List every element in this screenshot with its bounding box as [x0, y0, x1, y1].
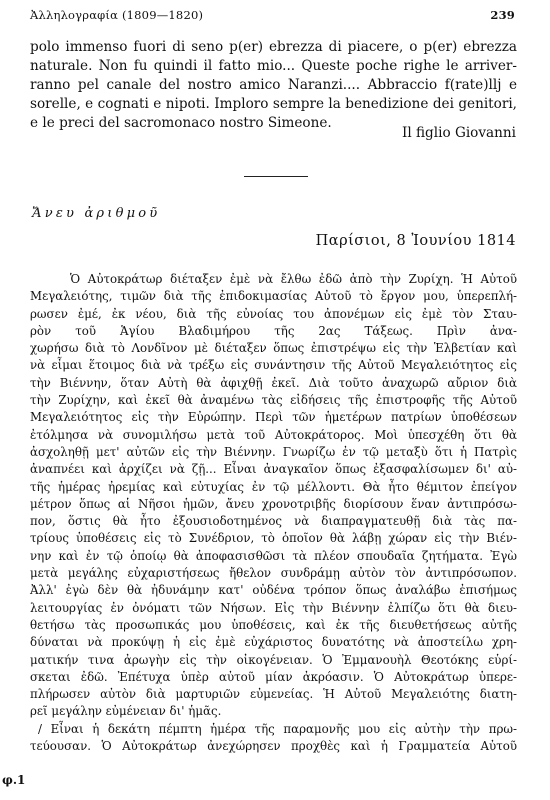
italian-letter-text — [30, 38, 517, 133]
text-line: ρὸν τοῦ Ἁγίου Βλαδιμήρου τῆς 2ας Τάξεως. Πρὶν ἀνα- — [30, 323, 517, 338]
text-line: λειτουργίας ἐν ὀνόματι τῶν Νήσων. Εἰς τὴν Βιέννην ἐλπίζω ὅτι θὰ διευ- — [30, 600, 517, 615]
text-line: Ἀλλ' ἐγὼ δὲν θὰ ἠδυνάμην κατ' οὐδένα τρόπον ὅπως ἀναλάβω ἐπισήμως — [30, 583, 517, 598]
text-line: θετήσω τὰς προσωπικάς μου ὑποθέσεις, καὶ ἐκ τῆς διευθετήσεως αὐτῆς — [30, 617, 517, 632]
text-line: ἀναπνέει καὶ ἀρχίζει νὰ ζῇ... Εἶναι ἀναγκαῖον ὅπως ἐξασφαλίσωμεν δι' αὐ- — [30, 462, 517, 477]
letter-heading: Ἄνευ ἀριθμοῦ — [32, 206, 161, 221]
text-line: μετὰ μεγάλης εὐχαριστήσεως ἤθελον συνδράμῃ αὐτὸν τὸν ἀντιπρόσωπον. — [30, 566, 517, 581]
text-line: χωρήσω διὰ τὸ Λονδῖνον μὲ διέταξεν ὅπως ἐπιστρέψω εἰς τὴν Ἑλβετίαν καὶ — [30, 341, 517, 356]
text-line: τὴν Βιέννην, ὅταν Αὐτὴ θὰ ἀφιχθῇ ἐκεῖ. Διὰ τοῦτο ἀναχωρῶ αὔριον διὰ — [30, 375, 517, 390]
text-line: Ὁ Αὐτοκράτωρ διέταξεν ἐμὲ νὰ ἔλθω ἐδῶ ἀπὸ τὴν Ζυρίχη. Ἡ Αὐτοῦ — [70, 272, 517, 286]
text-line: Μεγαλειότητος εἰς τὴν Εὐρώπην. Περὶ τῶν ἡμετέρων πατρίων ὑποθέσεων — [30, 410, 517, 425]
text-line: sorelle, e cognati e nipoti. Imploro sempre la benedizione dei genitori, — [30, 96, 517, 112]
text-line: e le preci del sacromonaco nostro Simeone. — [30, 115, 332, 131]
text-line: σκεται ἐδῶ. Ἐπέτυχα ὑπὲρ αὐτοῦ μίαν ἀκρόασιν. Ὁ Αὐτοκράτωρ ὑπερε- — [30, 669, 517, 684]
text-line: ματικήν τινα ἀρωγὴν εἰς τὴν οἰκογένειαν. Ὁ Ἐμμανουὴλ Θεοτόκης εὑρί- — [30, 652, 517, 667]
text-line: naturale. Non fu quindi il fatto mio... Queste poche righe le arriver- — [30, 58, 517, 74]
text-line: τῆς ἡμέρας ἠρεμίας καὶ εὐτυχίας ἐν τῷ μέλλοντι. Θὰ ἦτο θέμιτον ἐπείγον — [30, 479, 517, 494]
text-line: τὴν Ζυρίχην, καὶ ἐκεῖ θὰ ἀναμένω τὰς εἰδήσεις τῆς ἐπιστροφῆς τῆς Αὐτοῦ — [30, 393, 517, 408]
letter-signature: Il figlio Giovanni — [401, 125, 516, 141]
text-line: ρεῖ μεγάλην εὐμένειαν δι' ἡμᾶς. — [30, 704, 222, 719]
margin-folio-note: φ.1 — [2, 773, 26, 787]
text-line: ρωσεν ἐμέ, ἐκ νέου, διὰ τῆς εὐνοίας του ἀπονέμων εἰς ἐμὲ τὸν Σταυ- — [30, 306, 517, 321]
text-line: μέτρον ὅπως αἱ Νῆσοι ἡμῶν, ἄνευ χρονοτριβῆς διορίσουν ἕναν ἀντιπρόσω- — [30, 496, 517, 511]
text-line: δύναται νὰ προκύψῃ ἡ εἰς ἐμὲ εὐχάριστος δυνατότης νὰ ἀποστείλω χρη- — [30, 635, 517, 650]
text-line: ἐτόλμησα νὰ συνομιλήσω μετὰ τοῦ Αὐτοκράτορος. Μοὶ ὑπεσχέθη ὅτι θὰ — [30, 427, 517, 442]
text-line: polo immenso fuori di seno p(er) ebrezza di piacere, o p(er) ebrezza — [30, 39, 517, 55]
section-divider — [244, 176, 308, 177]
text-line: πον, ὅστις θὰ ἦτο ἐξουσιοδοτημένος νὰ διαπραγματευθῇ διὰ τὰς πα- — [30, 514, 517, 529]
greek-letter-text — [30, 271, 517, 755]
letter-dateline: Παρίσιοι, 8 Ἰουνίου 1814 — [315, 233, 516, 249]
text-line: πλήρωσεν αὐτὸν διὰ μαρτυριῶν εὐμενείας. Ἡ Αὐτοῦ Μεγαλειότης διατη- — [30, 687, 517, 702]
text-line: τρίους ὑποθέσεις εἰς τὸ Συνέδριον, τὸ ὁποῖον θὰ λάβῃ χώραν εἰς τὴν Βιέν- — [30, 531, 517, 546]
text-line: ranno pel canale del nostro amico Naranzi.... Abbraccio f(rate)llj e — [30, 77, 517, 93]
text-line: ἀσχοληθῇ μετ' αὐτῶν εἰς τὴν Βιέννην. Γνωρίζω ἐν τῷ μεταξὺ ὅτι ἡ Πατρὶς — [30, 444, 517, 459]
page-number: 239 — [490, 8, 515, 22]
text-line: Μεγαλειότης, τιμῶν διὰ τῆς ἐπιδοκιμασίας Αὐτοῦ τὸ ἔργον μου, ὑπερεπλή- — [30, 289, 517, 304]
text-line: νην καὶ ἐν τῷ ὁποίῳ θὰ ἀποφασισθῶσι τὰ πλέον σπουδαῖα ζητήματα. Ἐγὼ — [30, 548, 517, 563]
text-line: τεύουσαν. Ὁ Αὐτοκράτωρ ἀνεχώρησεν προχθὲς καὶ ἡ Γραμματεία Αὐτοῦ — [30, 739, 517, 754]
text-line: / Εἶναι ἡ δεκάτη πέμπτη ἡμέρα τῆς παραμονῆς μου εἰς αὐτὴν τὴν πρω- — [38, 721, 517, 736]
running-title: Ἀλληλογραφία (1809—1820) — [30, 8, 204, 22]
text-line: νὰ εἶμαι ἕτοιμος διὰ νὰ τρέξω εἰς συνάντησιν τῆς Αὐτοῦ Μεγαλειότητος εἰς — [30, 358, 517, 373]
